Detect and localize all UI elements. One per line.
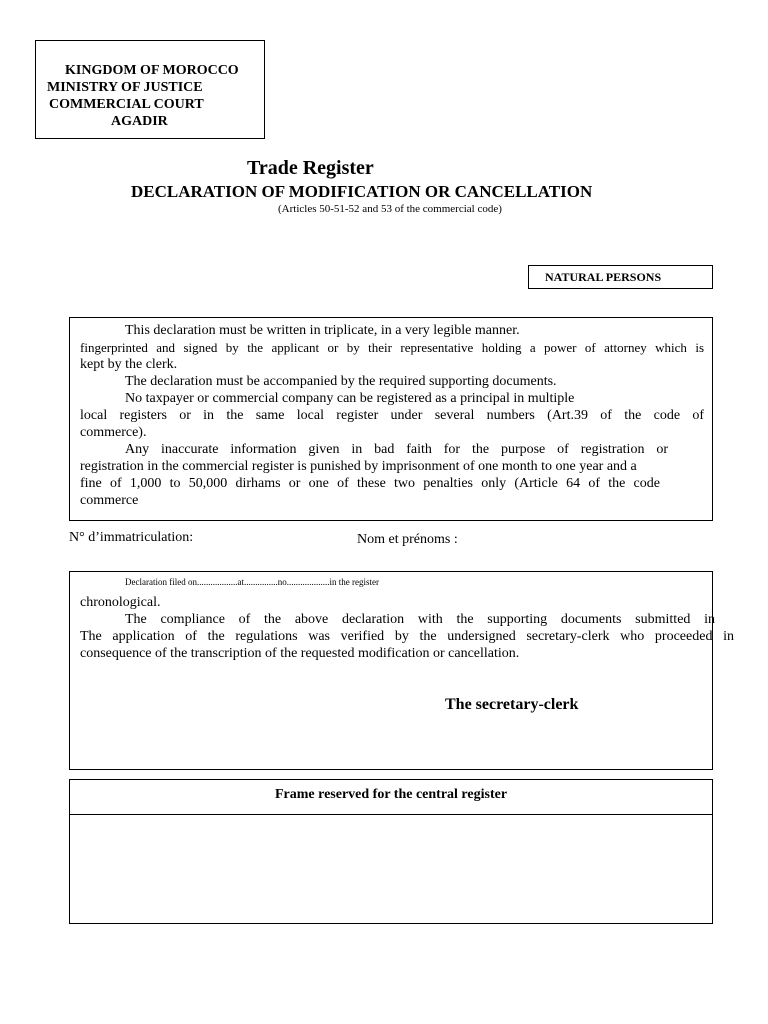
central-register-box bbox=[69, 779, 713, 924]
header-city: AGADIR bbox=[111, 114, 168, 129]
filing-line: chronological. bbox=[80, 595, 161, 610]
document-title: Trade Register bbox=[247, 157, 374, 179]
registration-number-label: N° d’immatriculation: bbox=[69, 530, 194, 545]
filing-box bbox=[69, 571, 734, 770]
notice-line: commerce bbox=[80, 493, 139, 508]
name-label: Nom et prénoms : bbox=[357, 532, 458, 547]
notice-line: commerce). bbox=[80, 425, 147, 440]
filing-line: The compliance of the above declaration with the supporting documents submitted in bbox=[125, 612, 715, 627]
document-subtitle: DECLARATION OF MODIFICATION OR CANCELLATION bbox=[131, 182, 593, 201]
secretary-clerk-signature-label: The secretary-clerk bbox=[445, 696, 579, 713]
header-court: COMMERCIAL COURT bbox=[49, 97, 204, 112]
court-header-box bbox=[35, 40, 265, 139]
notice-line: No taxpayer or commercial company can be registered as a principal in multiple bbox=[125, 391, 575, 406]
notice-line: The declaration must be accompanied by the required supporting documents. bbox=[125, 374, 557, 389]
notice-line: fine of 1,000 to 50,000 dirhams or one of these two penalties only (Article 64 of the code bbox=[80, 476, 660, 491]
notice-line: fingerprinted and signed by the applicant or by their representative holding a power of attorney which is bbox=[80, 340, 704, 355]
articles-reference: (Articles 50-51-52 and 53 of the commercial code) bbox=[278, 203, 502, 215]
notice-line: local registers or in the same local register under several numbers (Art.39 of the code of bbox=[80, 408, 704, 423]
notice-box bbox=[69, 317, 713, 521]
header-ministry: MINISTRY OF JUSTICE bbox=[47, 80, 203, 95]
notice-line: kept by the clerk. bbox=[80, 357, 178, 372]
notice-line: Any inaccurate information given in bad faith for the purpose of registration or bbox=[125, 442, 668, 457]
category-label: NATURAL PERSONS bbox=[545, 270, 662, 284]
filing-line: consequence of the transcription of the requested modification or cancellation. bbox=[80, 646, 520, 661]
notice-line: registration in the commercial register is punished by imprisonment of one month to one year and a bbox=[80, 459, 637, 474]
central-register-heading: Frame reserved for the central register bbox=[70, 780, 712, 815]
filing-date-line: Declaration filed on..................at...............no...................in the register bbox=[125, 577, 379, 587]
notice-line: This declaration must be written in triplicate, in a very legible manner. bbox=[125, 323, 520, 338]
header-kingdom: KINGDOM OF MOROCCO bbox=[65, 63, 239, 78]
category-box bbox=[528, 265, 713, 289]
filing-line: The application of the regulations was verified by the undersigned secretary-clerk who proceeded in bbox=[80, 629, 734, 644]
